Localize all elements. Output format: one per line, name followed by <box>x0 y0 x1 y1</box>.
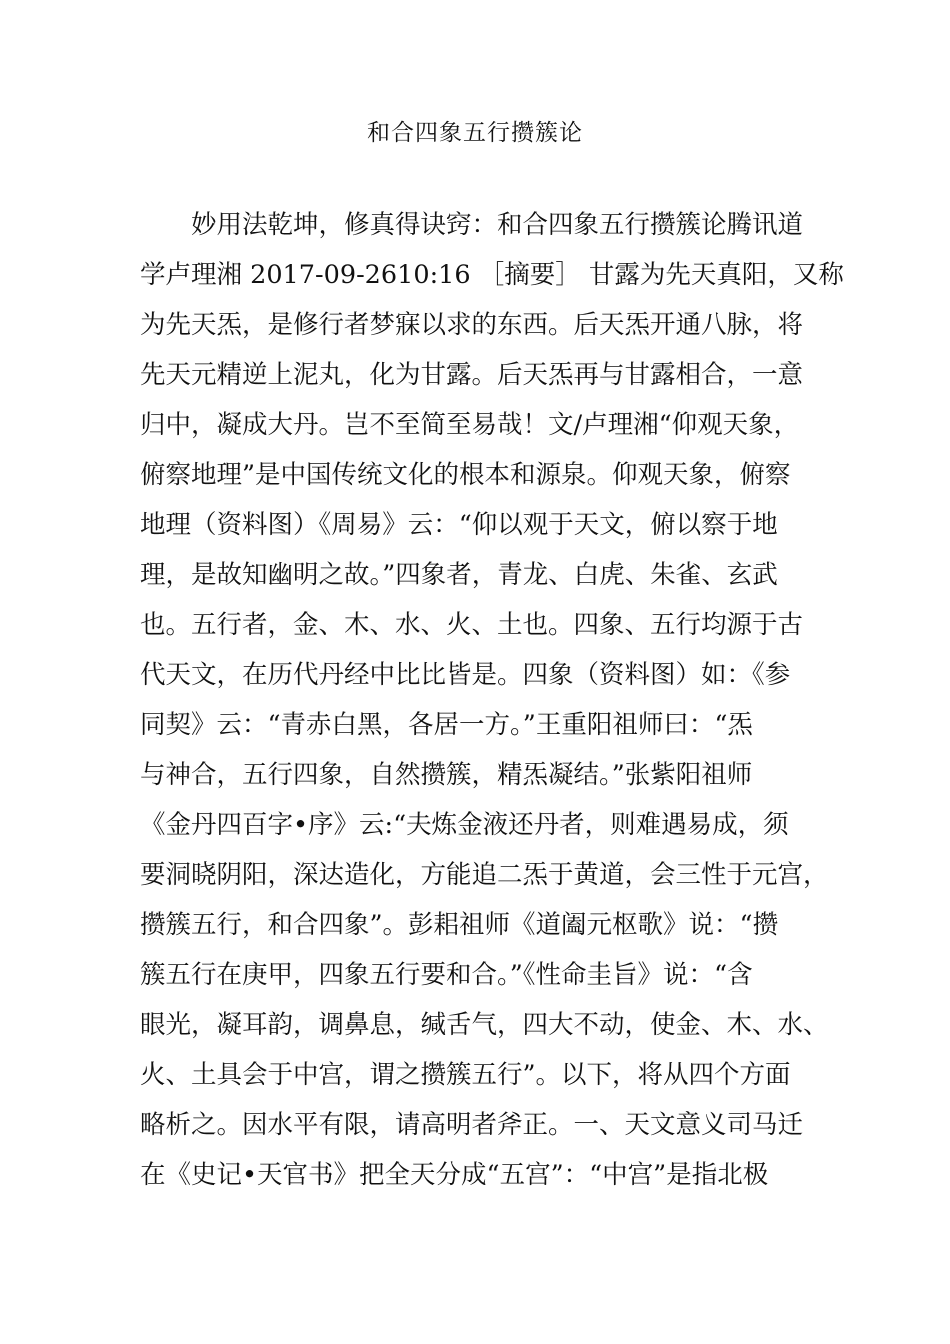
body-line: 攒簇五行，和合四象”。彭耜祖师《道阖元枢歌》说：“攒 <box>140 910 779 940</box>
body-line: 为先天炁，是修行者梦寐以求的东西。后天炁开通八脉，将 <box>140 310 804 340</box>
body-line: 眼光，凝耳韵，调鼻息，缄舌气，四大不动，使金、木、水、 <box>140 1010 829 1040</box>
body-line: 《金丹四百字•序》云:“夫炼金液还丹者，则难遇易成，须 <box>140 810 789 840</box>
document-body <box>140 207 844 1207</box>
body-line: 代天文，在历代丹经中比比皆是。四象（资料图）如：《参 <box>140 660 791 690</box>
document-title: 和合四象五行攒簇论 <box>367 120 583 146</box>
body-line: 学卢理湘 2017-09-2610:16 ［摘要］ 甘露为先天真阳，又称 <box>140 260 844 290</box>
body-line: 妙用法乾坤，修真得诀窍：和合四象五行攒簇论腾讯道 <box>191 210 804 240</box>
body-line: 地理（资料图）《周易》云：“仰以观于天文，俯以察于地 <box>140 510 778 540</box>
body-line: 簇五行在庚甲，四象五行要和合。”《性命圭旨》说：“含 <box>140 960 753 990</box>
body-line: 也。五行者，金、木、水、火、土也。四象、五行均源于古 <box>140 610 804 640</box>
body-line: 理，是故知幽明之故。”四象者，青龙、白虎、朱雀、玄武 <box>140 560 778 590</box>
body-line: 俯察地理”是中国传统文化的根本和源泉。仰观天象，俯察 <box>140 460 791 490</box>
body-line: 要洞晓阴阳，深达造化，方能追二炁于黄道，会三性于元宫， <box>140 860 829 890</box>
body-line: 归中，凝成大丹。岂不至简至易哉！文/卢理湘“仰观天象， <box>140 410 800 440</box>
body-line: 先天元精逆上泥丸，化为甘露。后天炁再与甘露相合，一意 <box>140 360 804 390</box>
body-line: 与神合，五行四象，自然攒簇，精炁凝结。”张紫阳祖师 <box>140 760 753 790</box>
body-line: 火、土具会于中宫，谓之攒簇五行”。以下，将从四个方面 <box>140 1060 791 1090</box>
body-line: 同契》云：“青赤白黑，各居一方。”王重阳祖师曰：“炁 <box>140 710 753 740</box>
body-line: 在《史记•天官书》把全天分成“五宫”：“中宫”是指北极 <box>140 1160 769 1190</box>
body-line: 略析之。因水平有限，请高明者斧正。一、天文意义司马迁 <box>140 1110 804 1140</box>
